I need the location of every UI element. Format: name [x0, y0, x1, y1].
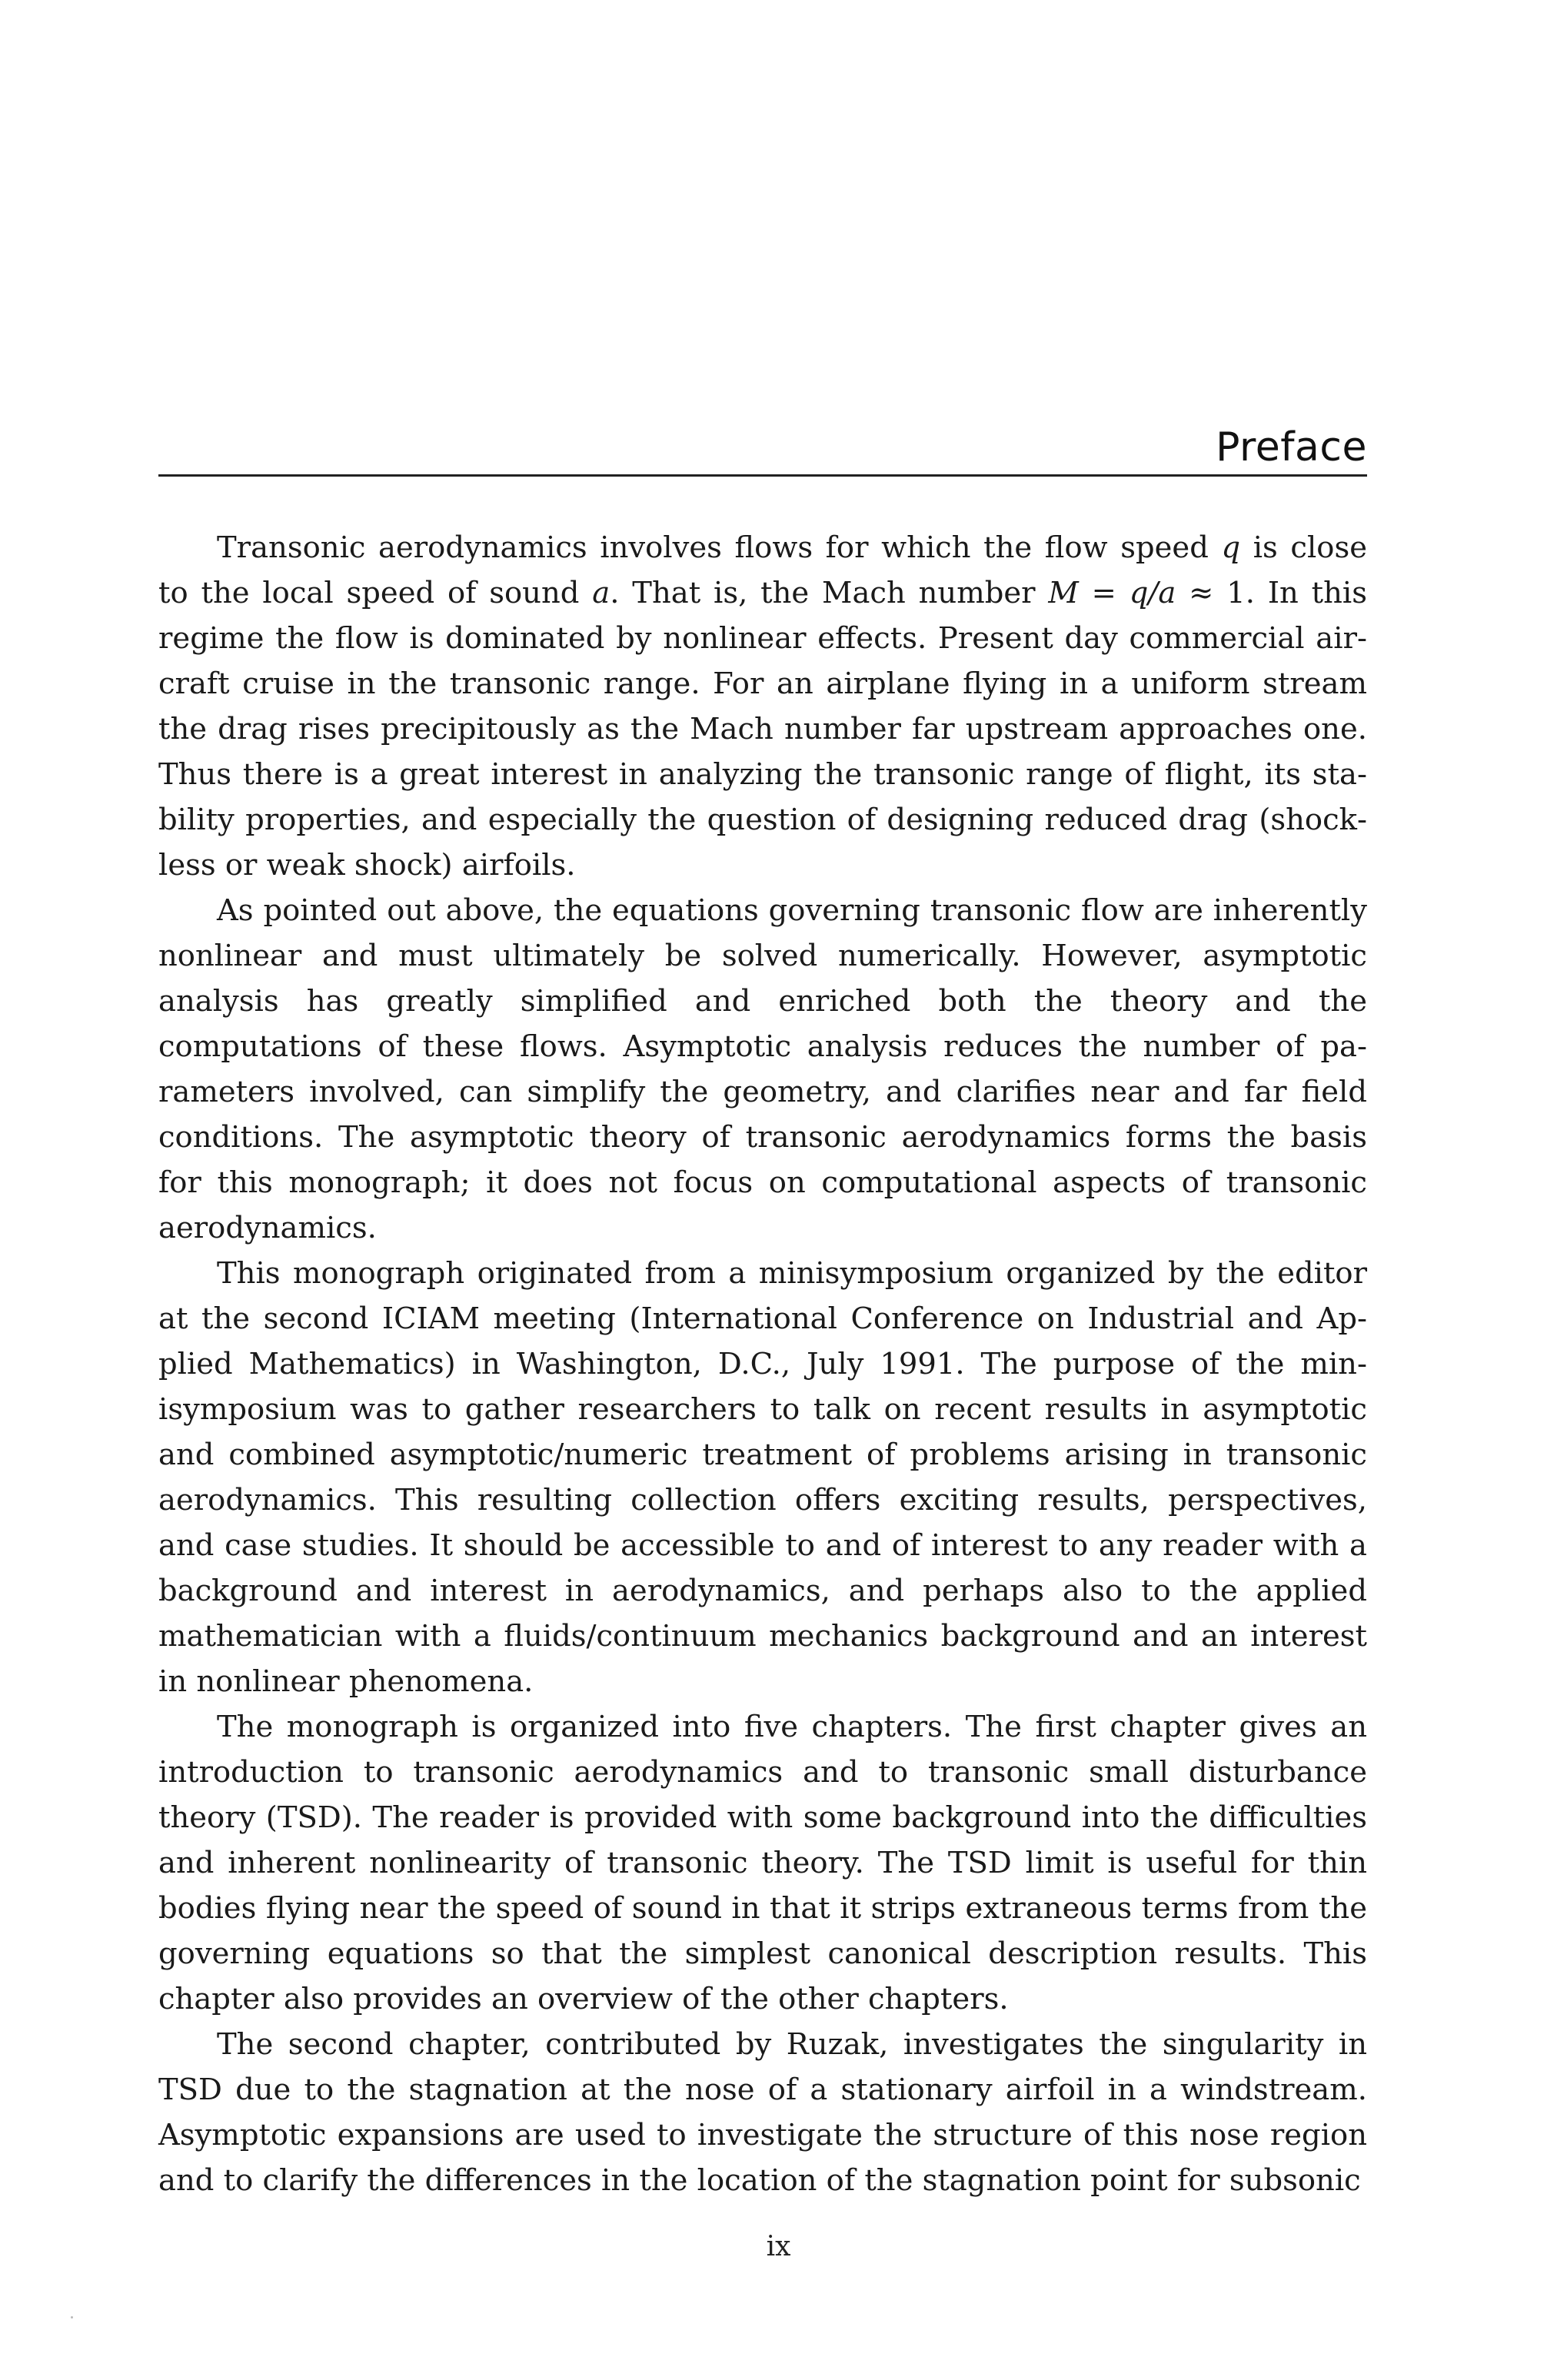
paragraph-2: As pointed out above, the equations governing transonic flow are inherently nonlinear and must ultimately be solved numerically. However, asymptotic analysis has greatly simplified and enriched both the theory and the computations of these flows. Asymptotic analysis reduces the number of parameters involved, can simplify the geometry, and clarifies near and far field conditions. The asymptotic theory of transonic aerodynamics forms the basis for this monograph; it does not focus on computational aspects of transonic aerodynamics. [158, 893, 1367, 1245]
page-number: ix [766, 2231, 791, 2262]
paragraph-5: The second chapter, contributed by Ruzak, investigates the singularity in TSD due to the stagnation at the nose of a stationary airfoil in a windstream. Asymptotic expansions are used to investigate the structure of this nose region and to clarify the differences in the location of the stagnation point for subsonic [158, 2027, 1367, 2198]
scan-speck [71, 2316, 73, 2319]
paragraph-1-text-c: . That is, the Mach number [610, 576, 1049, 610]
chapter-heading [158, 423, 1367, 477]
paragraph-3: This monograph originated from a minisymposium organized by the editor at the second ICIAM meeting (International Conference on Industrial and Applied Mathematics) in Washington, D.C., July 1991. The purpose of the minisymposium was to gather researchers to talk on recent results in asymptotic and combined asymptotic/numeric treatment of problems arising in transonic aerodynamics. This resulting collection offers exciting results, perspectives, and case studies. It should be accessible to and of interest to any reader with a background and interest in aerodynamics, and perhaps also to the applied mathematician with a fluids/continuum mechanics background and an interest in nonlinear phenomena. [158, 1256, 1367, 1699]
paragraph-1-text-a: Transonic aerodynamics involves flows for which the flow speed [217, 530, 1222, 565]
paragraph-1-text-b: is close to the local speed of sound [158, 530, 1367, 610]
paragraph-4: The monograph is organized into five chapters. The first chapter gives an introduction to transonic aerodynamics and to transonic small disturbance theory (TSD). The reader is provided with some background into the difficulties and inherent nonlinearity of transonic theory. The TSD limit is useful for thin bodies flying near the speed of sound in that it strips extraneous terms from the governing equations so that the simplest canonical description results. This chapter also provides an overview of the other chapters. [158, 1710, 1367, 2016]
paragraph-1 [158, 525, 1367, 888]
chapter-title: Preface [1216, 424, 1367, 470]
paragraph-1-text-d: 1. In this regime the flow is dominated by nonlinear effects. Present day commercial aircraft cruise in the transonic range. For an airplane flying in a uniform stream the drag rises precipitously as the Mach number far upstream approaches one. Thus there is a great interest in analyzing the transonic range of flight, its stability properties, and especially the question of designing reduced drag (shockless or weak shock) airfoils. [158, 576, 1367, 883]
math-variable-a: a [592, 576, 610, 610]
chapter-title-rule [158, 474, 1367, 477]
body-text [158, 525, 1367, 2203]
math-mach-number-equation: M = q/a ≈ [1048, 576, 1227, 610]
math-variable-q: q [1221, 530, 1241, 565]
